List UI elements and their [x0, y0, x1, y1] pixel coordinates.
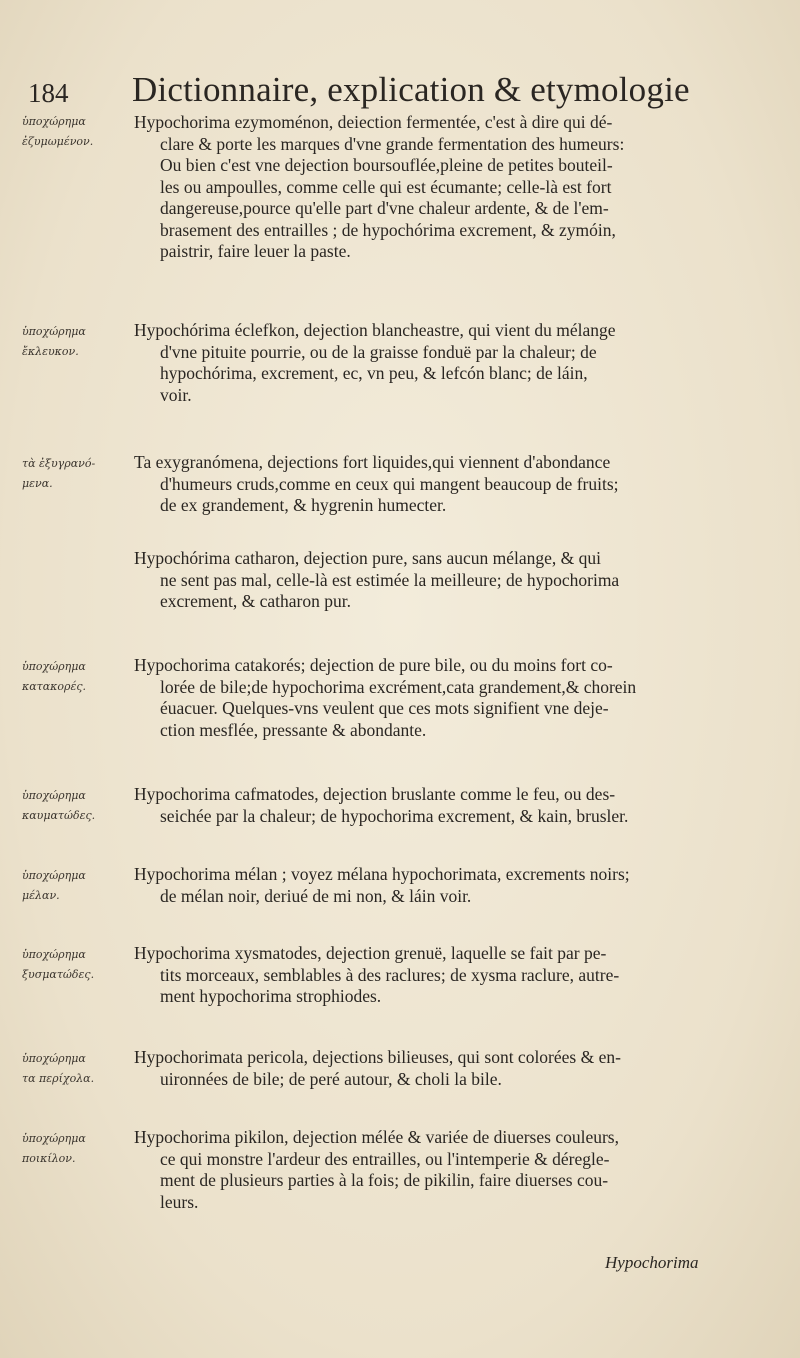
running-title: Dictionnaire, explication & etymologie	[132, 70, 690, 109]
entry-text: Hypochorima ezymoménon, deiection fermentée, c'est à dire qui dé- clare & porte les marques d'vne grande fermentation des humeurs: Ou bien c'est vne dejection boursouflée,pleine de petites bouteil- les ou ampoulles, comme celle qui est écumante; celle-là est fort dangereuse,pource qu'elle part d'vne chaleur ardente, & de l'em- brasement des entrailles ; de hypochórima excrement, & zymóin, paistrir, faire leuer la paste.	[134, 112, 625, 261]
entry-text: Hypochorima pikilon, dejection mélée & variée de diuerses couleurs, ce qui monstre l'ardeur des entrailles, ou l'intemperie & déregle- ment de plusieurs parties à la fois; de pikilin, faire diuerses cou- leurs.	[134, 1127, 619, 1212]
margin-greek-term: ὑποχώρημα καυματώδες.	[22, 789, 96, 822]
margin-greek-term: ὑποχώρημα ἐζυμωμένον.	[22, 115, 94, 148]
entry-text: Hypochorimata pericola, dejections bilieuses, qui sont colorées & en- uironnées de bile; de peré autour, & choli la bile.	[134, 1047, 621, 1089]
entry-text: Hypochórima catharon, dejection pure, sans aucun mélange, & qui ne sent pas mal, celle-là est estimée la meilleure; de hypochorima excrement, & catharon pur.	[134, 548, 620, 611]
entry-text: Hypochórima éclefkon, dejection blancheastre, qui vient du mélange d'vne pituite pourrie, ou de la graisse fonduë par la chaleur; de hypochórima, excrement, ec, vn peu, & lefcón blanc; de láin, voir.	[134, 320, 616, 405]
entry-text: Hypochorima cafmatodes, dejection bruslante comme le feu, ou des- seichée par la chaleur; de hypochorima excrement, & kain, brusler.	[134, 784, 629, 826]
margin-greek-term: ὑποχώρημα κατακορές.	[22, 660, 87, 693]
entry-text: Hypochorima catakorés; dejection de pure bile, ou du moins fort co- lorée de bile;de hypochorima excrément,cata grandement,& chorein éuacuer. Quelques-vns veulent que ces mots signifient vne deje- ction mesflée, pressante & abondante.	[134, 655, 637, 740]
catchword: Hypochorima	[605, 1253, 699, 1272]
page-header	[28, 70, 768, 118]
margin-greek-term: ὑποχώρημα μέλαν.	[22, 869, 86, 902]
margin-greek-term: τὰ ἐξυγρανό- μενα.	[22, 457, 96, 490]
page-number: 184	[28, 78, 69, 108]
entry-text: Hypochorima mélan ; voyez mélana hypochorimata, excrements noirs; de mélan noir, deriué de mi non, & láin voir.	[134, 864, 630, 906]
entry-text: Hypochorima xysmatodes, dejection grenuë, laquelle se fait par pe- tits morceaux, semblables à des raclures; de xysma raclure, autre- ment hypochorima strophiodes.	[134, 943, 620, 1006]
entry-text: Ta exygranómena, dejections fort liquides,qui viennent d'abondance d'humeurs cruds,comme en ceux qui mangent beaucoup de fruits; de ex grandement, & hygrenin humecter.	[134, 452, 619, 515]
margin-greek-term: ὑποχώρημα ποικίλον.	[22, 1132, 86, 1165]
margin-greek-term: ὑποχώρημα τα περίχολα.	[22, 1052, 95, 1085]
margin-greek-term: ὑποχώρημα ξυσματώδες.	[22, 948, 95, 981]
margin-greek-term: ὑποχώρημα ἔκλευκον.	[22, 325, 86, 358]
